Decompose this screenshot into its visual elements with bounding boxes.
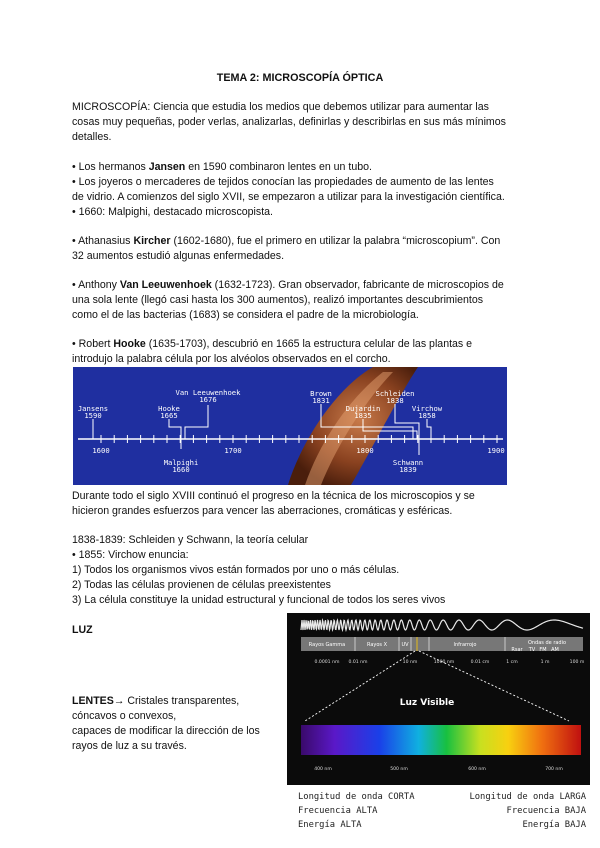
timeline-axis-year: 1800 [356, 446, 374, 455]
timeline-year-schwann: 1839 [399, 465, 417, 474]
timeline-year-leeuwenhoek: 1676 [199, 395, 217, 404]
lentes-line: capaces de modificar la dirección de los [72, 725, 260, 737]
visible-scale-label: 700 nm [545, 767, 563, 772]
malpighi-line: • 1660: Malpighi, destacado microscopista. [72, 206, 273, 218]
timeline-year-virchow: 1858 [418, 411, 436, 420]
timeline-label-schleiden: Schleiden [375, 389, 415, 398]
intro-line: MICROSCOPÍA: Ciencia que estudia los medios que debemos utilizar para aumentar las [72, 101, 489, 113]
scale-label: 10 nm [402, 660, 418, 665]
timeline-year-dujardin: 1835 [354, 411, 372, 420]
low-energy-note: Energía BAJA [522, 820, 586, 830]
timeline-year-hooke: 1665 [160, 411, 178, 420]
postulate-3: 3) La célula constituye la unidad estructural y funcional de todos los seres vivos [72, 594, 446, 606]
timeline-axis-year: 1600 [92, 446, 110, 455]
scale-label: 100 m [569, 660, 585, 665]
timeline-label-leeuwenhoek: Van Leeuwenhoek [175, 388, 241, 397]
band-label-xray: Rayos X [366, 642, 388, 648]
band-label-infrared: Infrarrojo [453, 642, 477, 648]
kircher-line: 32 aumentos estudió algunas enfermedades. [72, 250, 285, 262]
band-label-gamma: Rayos Gamma [308, 642, 346, 648]
radio-sub-label: AM [551, 647, 559, 653]
scale-label: 1000 nm [433, 660, 455, 665]
joyeros-line: de vidrio. A comienzos del siglo XVII, se empezaron a utilizar para la investigación científica. [72, 191, 505, 203]
page-title: TEMA 2: MICROSCOPÍA ÓPTICA [216, 72, 384, 84]
hooke-line: introdujo la palabra célula por los alvéolos observados en el corcho. [72, 353, 391, 365]
scale-label: 1 m [540, 660, 550, 665]
hooke-paragraph: • Robert Hooke (1635-1703), descubrió en 1665 la estructura celular de las plantas e [72, 338, 473, 350]
microscopy-timeline-image [73, 367, 507, 485]
radio-sub-label: Rsar [511, 647, 523, 653]
scale-label: 0.01 cm [470, 660, 490, 665]
timeline-label-virchow: Virchow [411, 404, 443, 413]
timeline-label-schwann: Schwann [392, 458, 424, 467]
leeuwenhoek-paragraph: • Anthony Van Leeuwenhoek (1632-1723). Gran observador, fabricante de microscopios de [72, 279, 504, 291]
timeline-label-dujardin: Dujardin [345, 404, 381, 413]
leeuwenhoek-line: como el de las bacterias (1683) se considera el padre de la microbiología. [72, 309, 419, 321]
lentes-line: rayos de luz a su través. [72, 740, 187, 752]
jansen-paragraph: • Los hermanos Jansen en 1590 combinaron lentes en un tubo. [72, 161, 372, 173]
scale-label: 1 cm [506, 660, 518, 665]
timeline-label-hooke: Hooke [158, 404, 180, 413]
postulate-2: 2) Todas las células provienen de células preexistentes [72, 579, 331, 591]
radio-sub-label: TV [528, 647, 536, 653]
timeline-year-brown: 1831 [312, 396, 330, 405]
scale-label: 0.01 nm [348, 660, 368, 665]
radio-sub-label: FM [539, 647, 547, 653]
visible-scale-label: 400 nm [314, 767, 332, 772]
timeline-axis-year: 1900 [487, 446, 505, 455]
long-wavelength-note: Longitud de onda LARGA [469, 792, 586, 802]
scale-label: 0.0001 nm [314, 660, 340, 665]
lentes-line: cóncavos o convexos, [72, 710, 177, 722]
xviii-line: Durante todo el siglo XVIII continuó el progreso en la técnica de los microscopios y se [72, 490, 475, 502]
joyeros-line: • Los joyeros o mercaderes de tejidos conocían las propiedades de aumento de las lentes [72, 176, 494, 188]
theory-line: • 1855: Virchow enuncia: [72, 549, 189, 561]
intro-line: detalles. [72, 131, 112, 143]
leeuwenhoek-line: una sola lente (llegó casi hasta los 300 aumentos), realizó importantes descubrimientos [72, 294, 484, 306]
timeline-axis-year: 1700 [224, 446, 242, 455]
electromagnetic-spectrum-image [287, 613, 590, 785]
timeline-label-malpighi: Malpighi [163, 458, 199, 467]
lentes-line: LENTES→ Cristales transparentes, [72, 695, 240, 707]
timeline-year-malpighi: 1660 [172, 465, 190, 474]
timeline-label-brown: Brown [310, 389, 332, 398]
timeline-year-jansens: 1590 [84, 411, 102, 420]
theory-line: 1838-1839: Schleiden y Schwann, la teoría celular [72, 534, 309, 546]
visible-light-title: Luz Visible [399, 698, 455, 708]
luz-heading: LUZ [72, 624, 93, 636]
visible-scale-label: 600 nm [468, 767, 486, 772]
visible-spectrum-bar [301, 725, 581, 755]
intro-line: cosas muy pequeñas, poder verlas, analizarlas, definirlas y describirlas en sus más mínimos [72, 116, 506, 128]
band-label-radio: Ondas de radio [527, 640, 567, 646]
short-wavelength-note: Longitud de onda CORTA [298, 792, 415, 802]
postulate-1: 1) Todos los organismos vivos están formados por uno o más células. [72, 564, 400, 576]
timeline-year-schleiden: 1838 [386, 396, 404, 405]
high-frequency-note: Frecuencia ALTA [298, 806, 378, 816]
timeline-background [73, 367, 507, 485]
timeline-label-jansens: Jansens [77, 404, 109, 413]
kircher-paragraph: • Athanasius Kircher (1602-1680), fue el primero en utilizar la palabra “microscopium”. Con [72, 235, 501, 247]
high-energy-note: Energía ALTA [298, 820, 362, 830]
visible-scale-label: 500 nm [390, 767, 408, 772]
low-frequency-note: Frecuencia BAJA [506, 806, 586, 816]
band-label-uv: UV [401, 642, 409, 648]
xviii-line: hicieron grandes esfuerzos para vencer las aberraciones, cromáticas y esféricas. [72, 505, 453, 517]
